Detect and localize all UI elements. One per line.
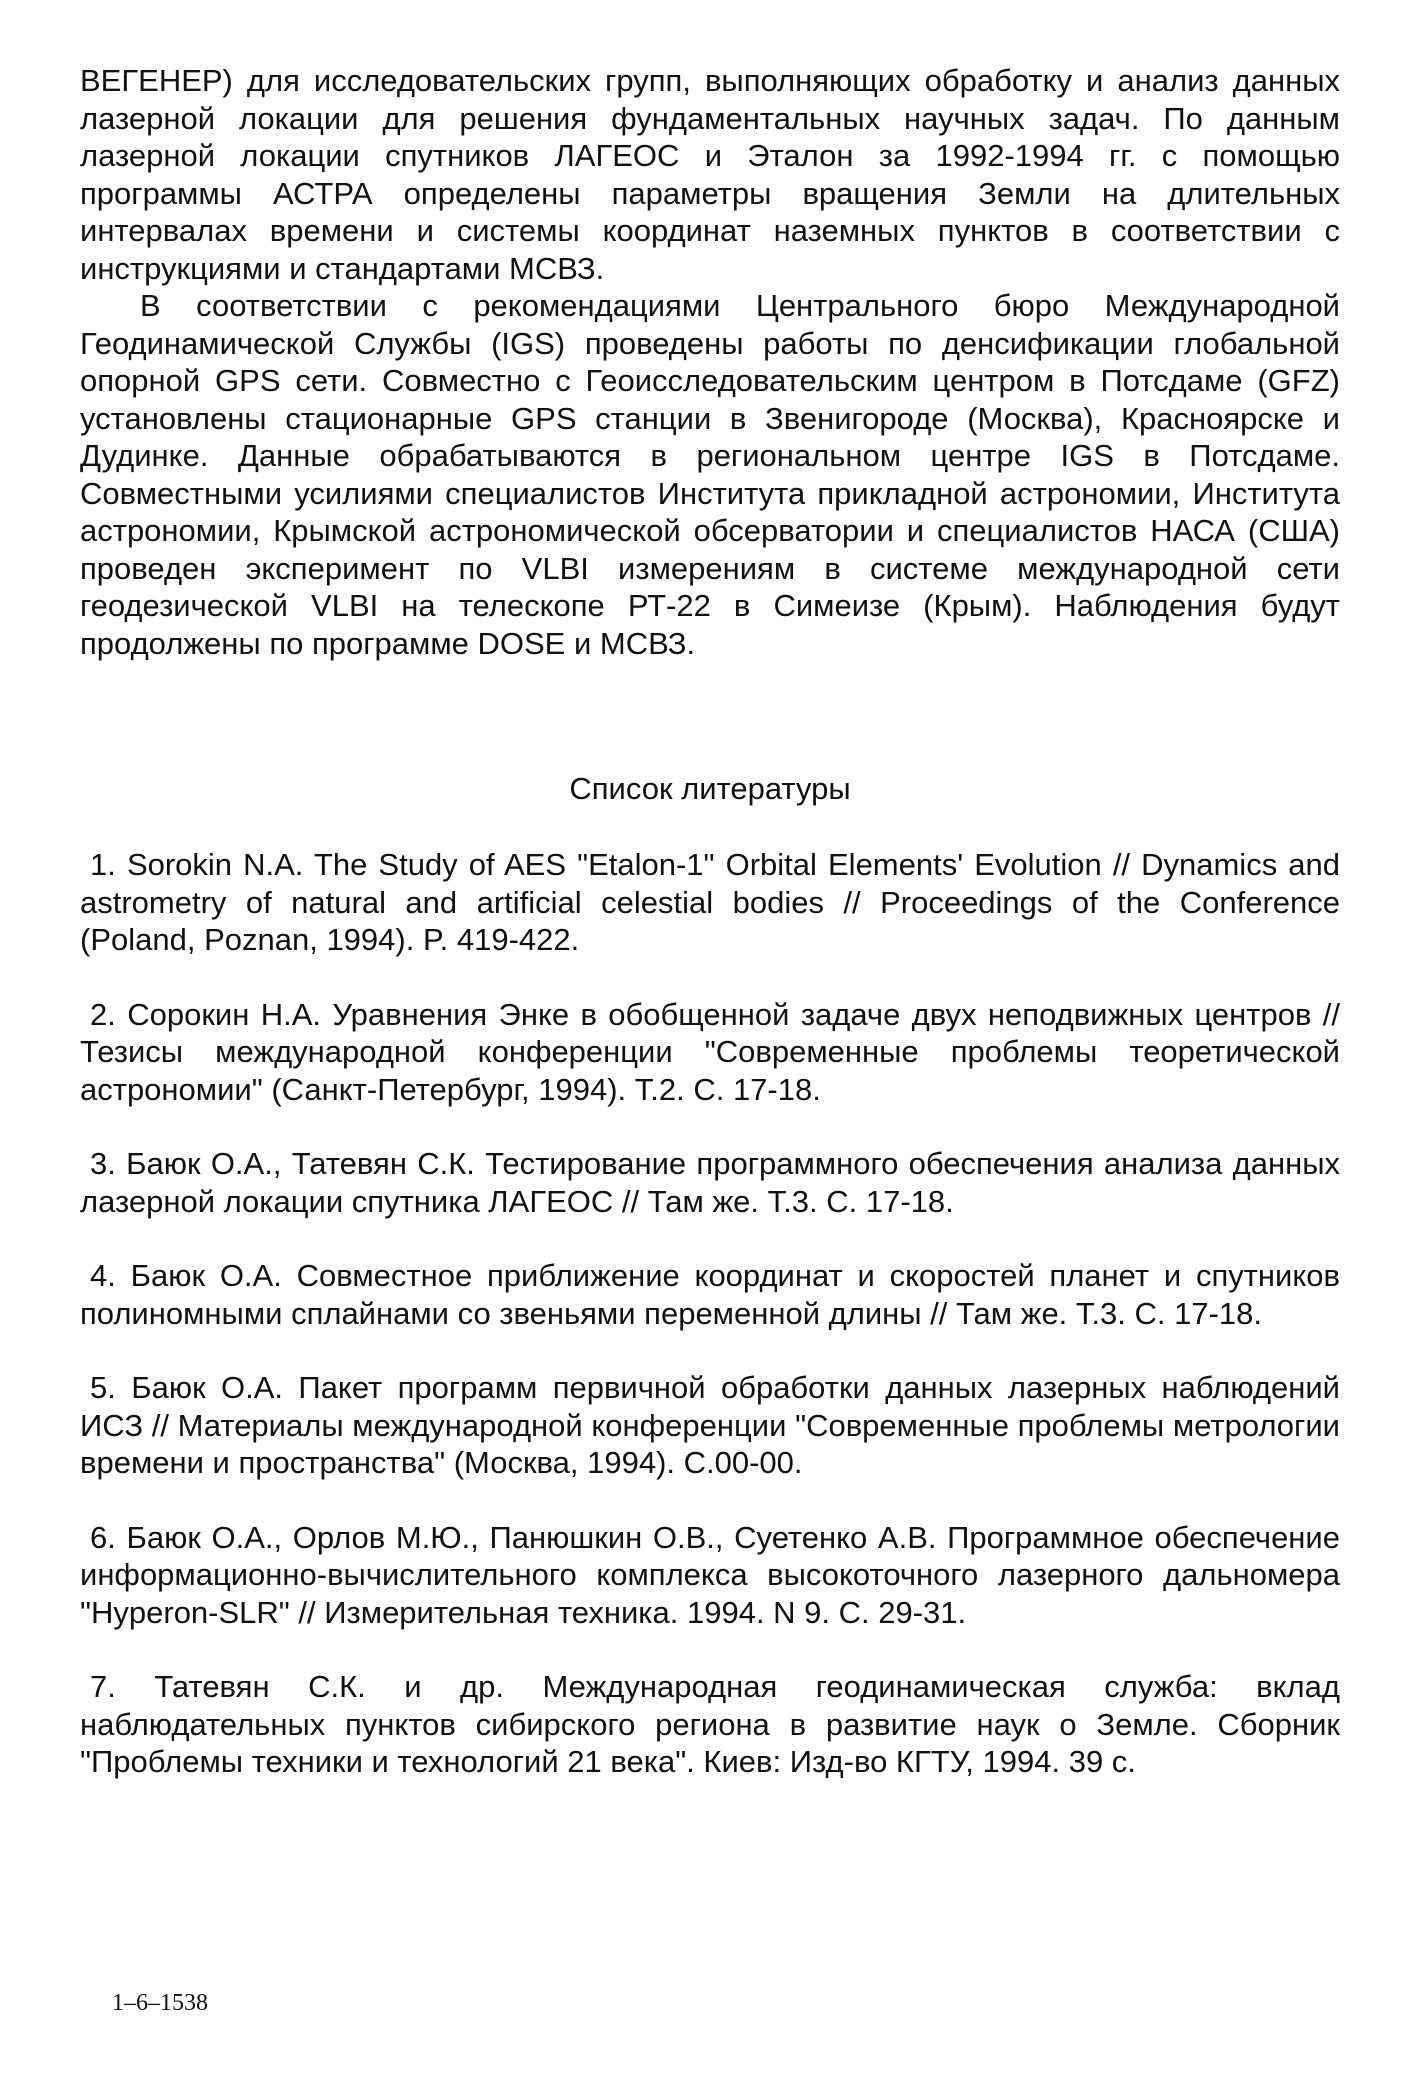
references-list bbox=[80, 846, 1340, 1781]
reference-number: 6. bbox=[90, 1519, 116, 1555]
reference-text: Баюк О.А., Орлов М.Ю., Панюшкин О.В., Суетенко А.В. Программное обеспечение информационно-вычислительного комплекса высокоточного лазерного дальномера "Hyperon-SLR" // Измерительная техника. 1994. N 9. С. 29-31. bbox=[80, 1519, 1340, 1630]
reference-text: Татевян С.К. и др. Международная геодинамическая служба: вклад наблюдательных пунктов сибирского региона в развитие наук о Земле. Сборник "Проблемы техники и технологий 21 века". Киев: Изд-во КГТУ, 1994. 39 с. bbox=[80, 1669, 1340, 1779]
reference-text: Sorokin N.A. The Study of AES "Etalon-1" Orbital Elements' Evolution // Dynamics and astrometry of natural and artificial celestial bodies // Proceedings of the Conference (Poland, Poznan, 1994). P. 419-422. bbox=[80, 847, 1340, 957]
document-page bbox=[80, 62, 1340, 1818]
reference-number: 5. bbox=[90, 1370, 116, 1405]
reference-text: Баюк О.А. Совместное приближение координат и скоростей планет и спутников полиномными сплайнами со звеньями переменной длины // Там же. Т.3. С. 17-18. bbox=[80, 1258, 1340, 1331]
reference-item bbox=[80, 996, 1340, 1109]
reference-text: Баюк О.А. Пакет программ первичной обработки данных лазерных наблюдений ИСЗ // Материалы международной конференции "Современные проблемы метрологии времени и пространства" (Москва, 1994). С.00-00. bbox=[80, 1370, 1340, 1480]
reference-number: 7. bbox=[90, 1669, 116, 1704]
reference-item bbox=[80, 1145, 1340, 1220]
references-title: Список литературы bbox=[569, 771, 851, 806]
reference-item bbox=[80, 1668, 1340, 1781]
reference-number: 4. bbox=[90, 1258, 116, 1293]
reference-text: Баюк О.А., Татевян С.К. Тестирование программного обеспечения анализа данных лазерной локации спутника ЛАГЕОС // Там же. Т.3. С. 17-18. bbox=[80, 1146, 1340, 1219]
reference-number: 2. bbox=[90, 996, 116, 1032]
reference-item bbox=[80, 1519, 1340, 1632]
body-paragraph: ВЕГЕНЕР) для исследовательских групп, выполняющих обработку и анализ данных лазерной локации для решения фундаментальных научных задач. По данным лазерной локации спутников ЛАГЕОС и Эталон за 1992-1994 гг. с помощью программы АСТРА определены параметры вращения Земли на длительных интервалах времени и системы координат наземных пунктов в соответствии с инструкциями и стандартами МСВЗ. bbox=[80, 63, 1340, 286]
body-paragraph: В соответствии с рекомендациями Центрального бюро Международной Геодинамической Службы (IGS) проведены работы по денсификации глобальной опорной GPS сети. Совместно с Геоисследовательским центром в Потсдаме (GFZ) установлены стационарные GPS станции в Звенигороде (Москва), Красноярске и Дудинке. Данные обрабатываются в региональном центре IGS в Потсдаме. Совместными усилиями специалистов Института прикладной астрономии, Института астрономии, Крымской астрономической обсерватории и специалистов НАСА (США) проведен эксперимент по VLBI измерениям в системе международной сети геодезической VLBI на телескопе РТ-22 в Симеизе (Крым). Наблюдения будут продолжены по программе DOSE и МСВЗ. bbox=[80, 288, 1340, 661]
reference-number: 3. bbox=[90, 1146, 116, 1181]
reference-item bbox=[80, 846, 1340, 959]
reference-text: Сорокин Н.А. Уравнения Энке в обобщенной задаче двух неподвижных центров // Тезисы международной конференции "Современные проблемы теоретической астрономии" (Санкт-Петербург, 1994). Т.2. С. 17-18. bbox=[80, 996, 1341, 1107]
reference-item bbox=[80, 1369, 1340, 1482]
reference-item bbox=[80, 1257, 1340, 1332]
reference-number: 1. bbox=[90, 847, 116, 882]
page-footer-code: 1–6–1538 bbox=[112, 1990, 208, 2016]
